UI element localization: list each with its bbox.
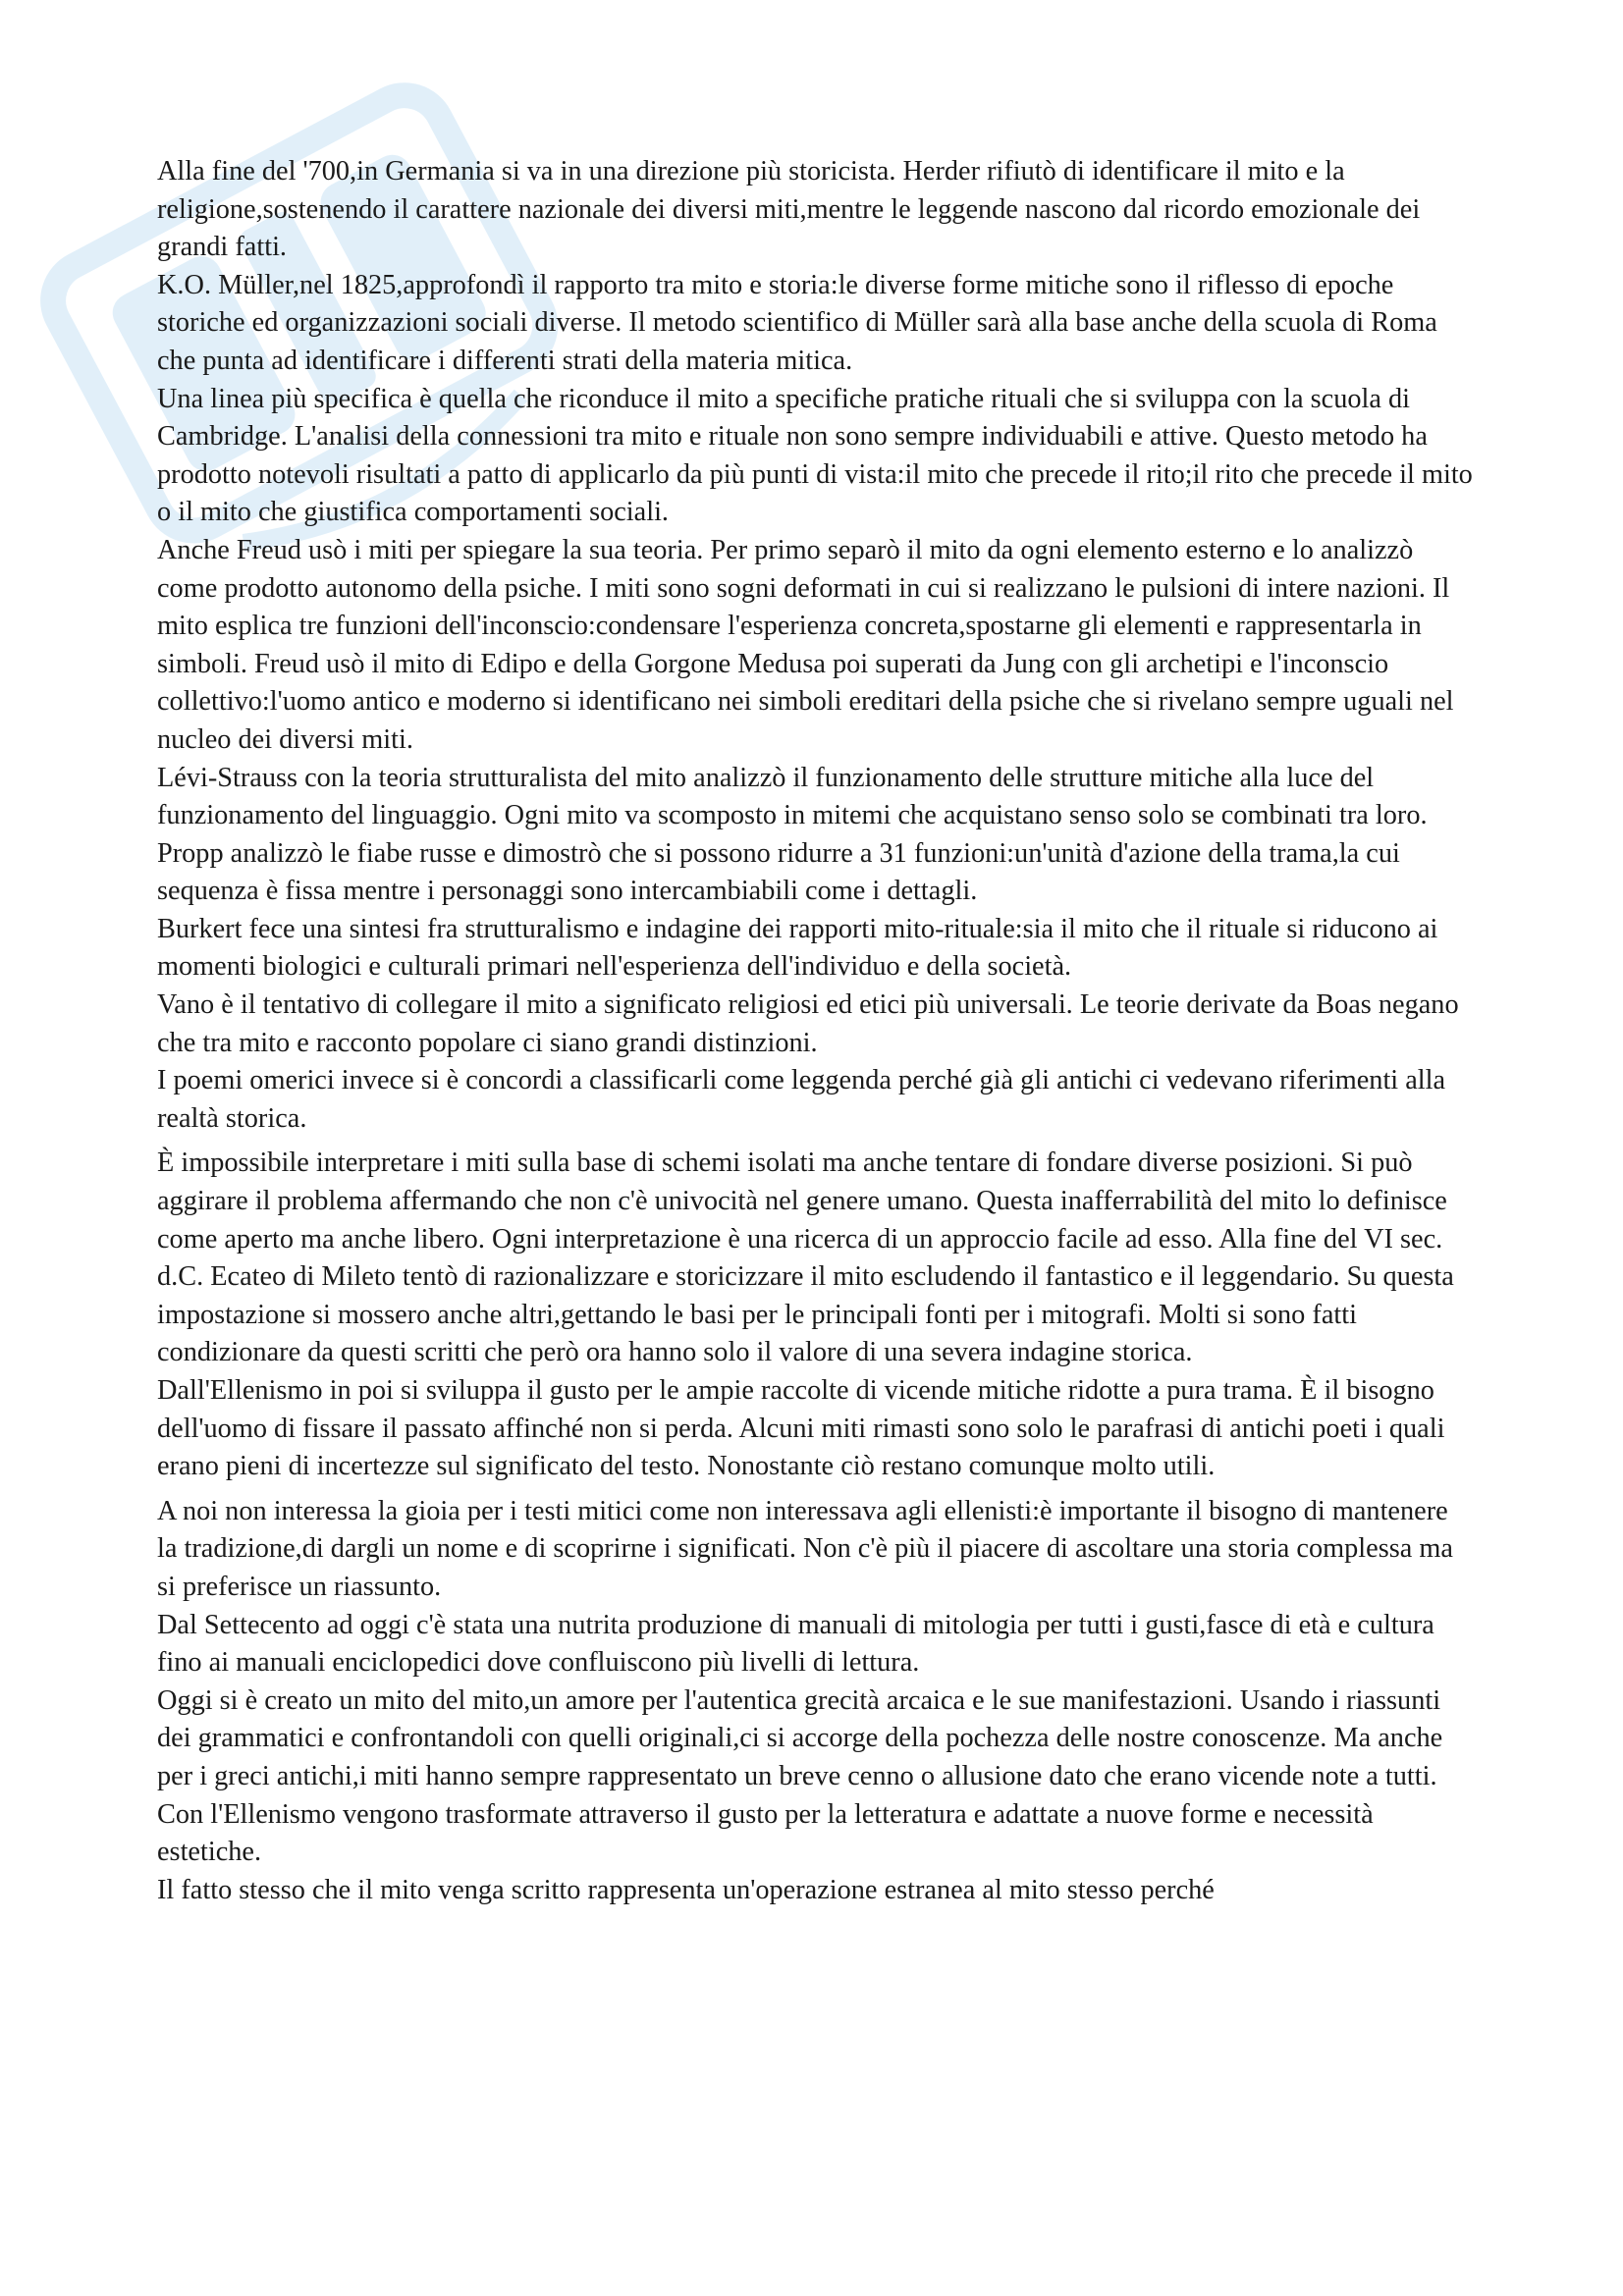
paragraph-11: Dall'Ellenismo in poi si sviluppa il gusto per le ampie raccolte di vicende mitiche ridotte a pura trama. È il bisogno dell'uomo di fissare il passato affinché non si perda. Alcuni miti rimasti sono solo le parafrasi di antichi poeti i quali erano pieni di incertezze sul significato del testo. Nonostante ciò restano comunque molto utili. [157,1375,1445,1482]
paragraph-9: I poemi omerici invece si è concordi a classificarli come leggenda perché già gli antichi ci vedevano riferimenti alla realtà storica. [157,1065,1446,1134]
paragraph-6: Propp analizzò le fiabe russe e dimostrò che si possono ridurre a 31 funzioni:un'unità d'azione della trama,la cui sequenza è fissa mentre i personaggi sono intercambiabili come i dettagli. [157,837,1400,907]
paragraph-1: Alla fine del '700,in Germania si va in una direzione più storicista. Herder rifiutò di identificare il mito e la religione,sostenendo il carattere nazionale dei diversi miti,mentre le leggende nascono dal ricordo emozionale dei grandi fatti. [157,156,1421,263]
paragraph-2: K.O. Müller,nel 1825,approfondì il rapporto tra mito e storia:le diverse forme mitiche sono il riflesso di epoche storiche ed organizzazioni sociali diverse. Il metodo scientifico di Müller sarà alla base anche della scuola di Roma che punta ad identificare i differenti strati della materia mitica. [157,269,1437,376]
paragraph-4: Anche Freud usò i miti per spiegare la sua teoria. Per primo separò il mito da ogni elemento esterno e lo analizzò come prodotto autonomo della psiche. I miti sono sogni deformati in cui si realizzano le pulsioni di intere nazioni. Il mito esplica tre funzioni dell'inconscio:condensare l'esperienza concreta,spostarne gli elementi e rappresentarla in simboli. Freud usò il mito di Edipo e della Gorgone Medusa poi superati da Jung con gli archetipi e l'inconscio collettivo:l'uomo antico e moderno si identificano nei simboli ereditari della psiche che si rivelano sempre uguali nel nucleo dei diversi miti. [157,534,1454,755]
paragraph-12: A noi non interessa la gioia per i testi mitici come non interessava agli ellenisti:è importante il bisogno di mantenere la tradizione,di dargli un nome e di scoprirne i significati. Non c'è più il piacere di ascoltare una storia complessa ma si preferisce un riassunto. [157,1495,1453,1602]
paragraph-3: Una linea più specifica è quella che riconduce il mito a specifiche pratiche rituali che si sviluppa con la scuola di Cambridge. L'analisi della connessioni tra mito e rituale non sono sempre individuabili e attive. Questo metodo ha prodotto notevoli risultati a patto di applicarlo da più punti di vista:il mito che precede il rito;il rito che precede il mito o il mito che giustifica comportamenti sociali. [157,383,1473,528]
paragraph-8: Vano è il tentativo di collegare il mito a significato religiosi ed etici più universali. Le teorie derivate da Boas negano che tra mito e racconto popolare ci siano grandi distinzioni. [157,989,1459,1058]
paragraph-15: Il fatto stesso che il mito venga scritto rappresenta un'operazione estranea al mito stesso perché [157,1874,1215,1905]
document-body [157,153,1473,1909]
paragraph-14: Oggi si è creato un mito del mito,un amore per l'autentica grecità arcaica e le sue manifestazioni. Usando i riassunti dei grammatici e confrontandoli con quelli originali,ci si accorge della pochezza delle nostre conoscenze. Ma anche per i greci antichi,i miti hanno sempre rappresentato un breve cenno o allusione dato che erano vicende note a tutti. Con l'Ellenismo vengono trasformate attraverso il gusto per la letteratura e adattate a nuove forme e necessità estetiche. [157,1684,1443,1868]
paragraph-7: Burkert fece una sintesi fra strutturalismo e indagine dei rapporti mito-rituale:sia il mito che il rituale si riducono ai momenti biologici e culturali primari nell'esperienza dell'individuo e della società. [157,913,1438,983]
paragraph-10: È impossibile interpretare i miti sulla base di schemi isolati ma anche tentare di fondare diverse posizioni. Si può aggirare il problema affermando che non c'è univocità nel genere umano. Questa inafferrabilità del mito lo definisce come aperto ma anche libero. Ogni interpretazione è una ricerca di un approccio facile ad esso. Alla fine del VI sec. d.C. Ecateo di Mileto tentò di razionalizzare e storicizzare il mito escludendo il fantastico e il leggendario. Su questa impostazione si mossero anche altri,gettando le basi per le principali fonti per i mitografi. Molti si sono fatti condizionare da questi scritti che però ora hanno solo il valore di una severa indagine storica. [157,1148,1454,1368]
paragraph-13: Dal Settecento ad oggi c'è stata una nutrita produzione di manuali di mitologia per tutti i gusti,fasce di età e cultura fino ai manuali enciclopedici dove confluiscono più livelli di lettura. [157,1609,1434,1679]
paragraph-5: Lévi-Strauss con la teoria strutturalista del mito analizzò il funzionamento delle strutture mitiche alla luce del funzionamento del linguaggio. Ogni mito va scomposto in mitemi che acquistano senso solo se combinati tra loro. [157,762,1428,831]
